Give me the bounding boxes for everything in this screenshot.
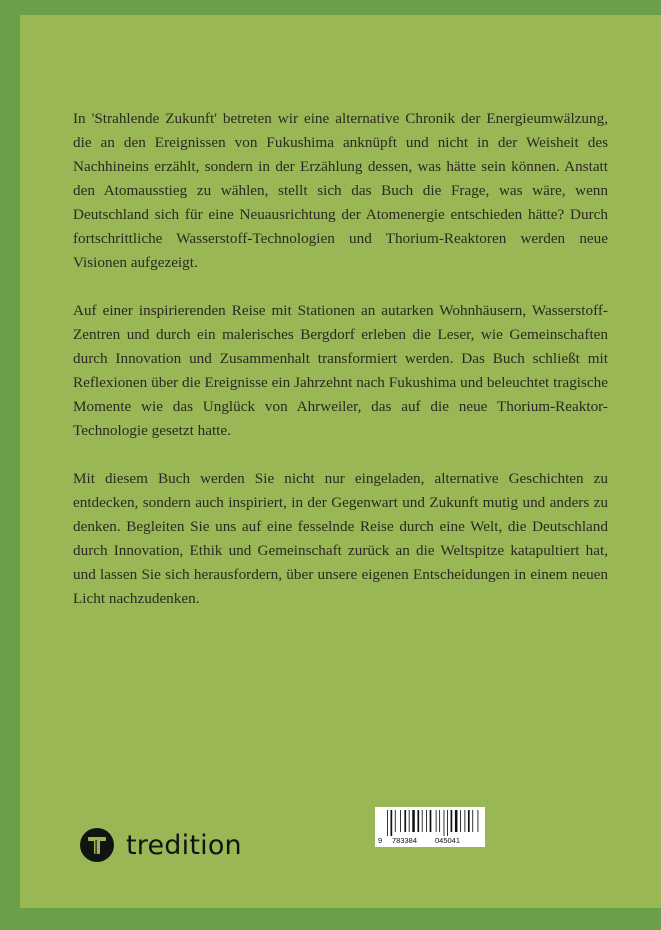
barcode-bar <box>464 810 465 832</box>
barcode-bar <box>400 810 401 832</box>
barcode-bar <box>395 810 396 832</box>
publisher-name: tredition <box>126 829 242 861</box>
barcode-bar <box>447 810 448 836</box>
barcode-bar <box>439 810 440 832</box>
barcode-bar <box>460 810 461 832</box>
barcode-bar <box>478 810 479 832</box>
back-cover <box>20 15 661 908</box>
barcode-bars <box>375 807 485 836</box>
barcode-bar <box>422 810 423 832</box>
barcode-bar <box>404 810 406 832</box>
barcode-bar <box>417 810 419 832</box>
barcode-digits-left: 783384 <box>392 836 418 845</box>
barcode-bar <box>430 810 432 832</box>
barcode-bar <box>472 810 473 832</box>
barcode-bar <box>436 810 437 832</box>
barcode-bar <box>444 810 445 836</box>
barcode-bar <box>451 810 453 832</box>
barcode-bar <box>455 810 458 832</box>
blurb-paragraph-2: Auf einer inspirierenden Reise mit Stationen an autarken Wohnhäusern, Wasserstoff-Zentren und durch ein malerisches Bergdorf erleben die Leser, wie Gemeinschaften durch Innovation und Zusammenhalt transformiert werden. Das Buch schließt mit Reflexionen über die Ereignisse ein Jahrzehnt nach Fukushima und beleuchtet tragische Momente wie das Unglück von Ahrweiler, das auf die neue Thorium-Reaktor-Technologie gesetzt hatte. <box>73 302 608 439</box>
barcode-digit-first: 9 <box>378 836 383 845</box>
isbn-barcode <box>375 807 485 847</box>
blurb-paragraph-3: Mit diesem Buch werden Sie nicht nur eingeladen, alternative Geschichten zu entdecken, sondern auch inspiriert, in der Gegenwart und Zukunft mutig und anders zu denken. Begleiten Sie uns auf eine fesselnde Reise durch eine Welt, die Deutschland durch Innovation, Ethik und Gemeinschaft zurück an die Weltspitze katapultiert hat, und lassen Sie sich herausfordern, über unsere eigenen Entscheidungen in einem neuen Licht nachzudenken. <box>73 470 608 607</box>
barcode-digits-right: 045041 <box>435 836 461 845</box>
barcode-bar <box>387 810 388 836</box>
blurb-paragraph-1: In 'Strahlende Zukunft' betreten wir eine alternative Chronik der Energieumwälzung, die an den Ereignissen von Fukushima anknüpft und nicht in der Weisheit des Nachhineins erzählt, sondern in der Erzählung dessen, was hätte sein können. Anstatt den Atomausstieg zu wählen, stellt sich das Buch die Frage, was wäre, wenn Deutschland sich für eine Neuausrichtung der Atomenergie entschieden hätte? Durch fortschrittliche Wasserstoff-Technologien und Thorium-Reaktoren werden neue Visionen aufgezeigt. <box>73 110 608 271</box>
barcode-bar <box>426 810 427 832</box>
barcode-bar <box>468 810 470 832</box>
publisher-logo <box>80 828 242 862</box>
barcode-bar <box>391 810 393 836</box>
cover-blurb <box>73 107 608 635</box>
barcode-bar <box>409 810 410 832</box>
tredition-logo-icon <box>80 828 114 862</box>
barcode-bar <box>412 810 415 832</box>
